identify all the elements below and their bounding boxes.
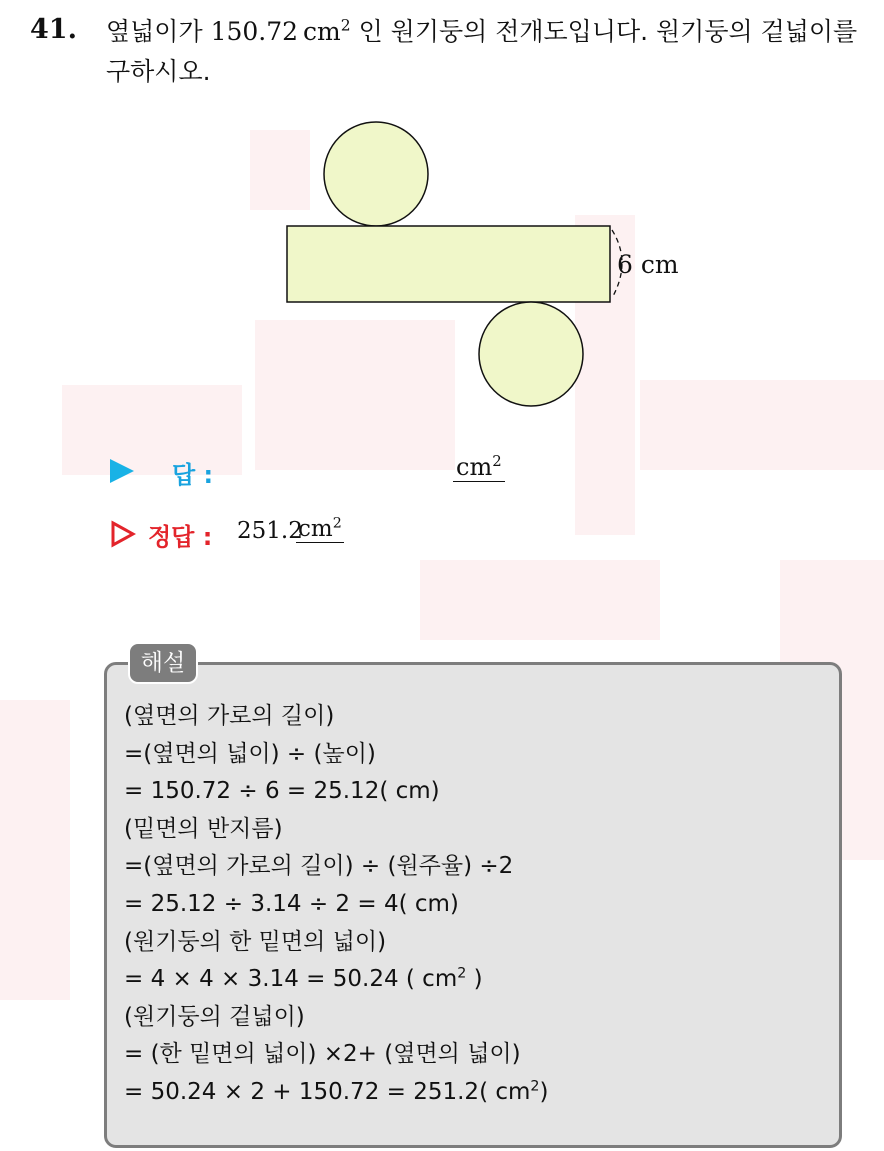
solution-tag: 해설 [128, 642, 198, 684]
cylinder-net-figure [0, 0, 884, 430]
height-label: 6 cm [617, 250, 679, 279]
question-number: 41. [30, 14, 77, 45]
solution-line [124, 961, 824, 999]
solution-line-exponent: 2 [457, 965, 467, 982]
key-answer-unit [296, 516, 344, 543]
solution-line: (밑면의 반지름) [124, 815, 283, 842]
answer-unit [453, 453, 505, 482]
outline-triangle-icon [110, 520, 136, 548]
answer-unit-exponent: 2 [492, 452, 502, 470]
question-text-line2: 구하시오. [106, 57, 211, 86]
solution-line: = 25.12 ÷ 3.14 ÷ 2 = 4( cm) [124, 890, 459, 917]
solution-line: (원기둥의 겉넓이) [124, 1003, 305, 1030]
key-answer-row [110, 515, 530, 551]
solution-line-exponent: 2 [530, 1078, 540, 1095]
solution-line: (원기둥의 한 밑면의 넓이) [124, 928, 387, 955]
solution-line: =(옆면의 가로의 길이) ÷ (원주율) ÷2 [124, 853, 514, 880]
key-answer-label: 정답 : [148, 523, 213, 551]
solution-line: (옆면의 가로의 길이) [124, 703, 335, 729]
answer-unit-text: cm [456, 453, 493, 481]
area-unit: cm [303, 17, 341, 46]
answer-row [110, 453, 530, 489]
solution-line [124, 1074, 824, 1112]
area-exponent: 2 [340, 16, 351, 35]
answer-label: 답 : [172, 461, 214, 489]
solution-line-text: = 4 × 4 × 3.14 = 50.24 ( cm [124, 966, 458, 993]
solution-lines [124, 698, 824, 1112]
key-answer-unit-text: cm [298, 516, 333, 542]
question-text-before: 옆넓이가 [106, 17, 211, 46]
side-rectangle [287, 226, 610, 302]
play-triangle-icon [110, 459, 134, 483]
area-value: 150.72 [210, 17, 299, 46]
solution-line-tail: ) [539, 1078, 549, 1105]
solution-line-text: = 50.24 × 2 + 150.72 = 251.2( cm [124, 1078, 531, 1105]
question-text-after: 인 원기둥의 전개도입니다. 원기둥의 겉넓이를 [350, 17, 858, 46]
top-base-circle [324, 122, 428, 226]
solution-line: =(옆면의 넓이) ÷ (높이) [124, 740, 376, 767]
solution-line-tail: ) [466, 966, 483, 993]
key-answer-value: 251.2 [237, 518, 303, 544]
solution-line: = 150.72 ÷ 6 = 25.12( cm) [124, 778, 440, 805]
bottom-base-circle [479, 302, 583, 406]
solution-line: = (한 밑면의 넓이) ×2+ (옆면의 넓이) [124, 1041, 521, 1068]
key-answer-unit-exponent: 2 [332, 515, 342, 532]
